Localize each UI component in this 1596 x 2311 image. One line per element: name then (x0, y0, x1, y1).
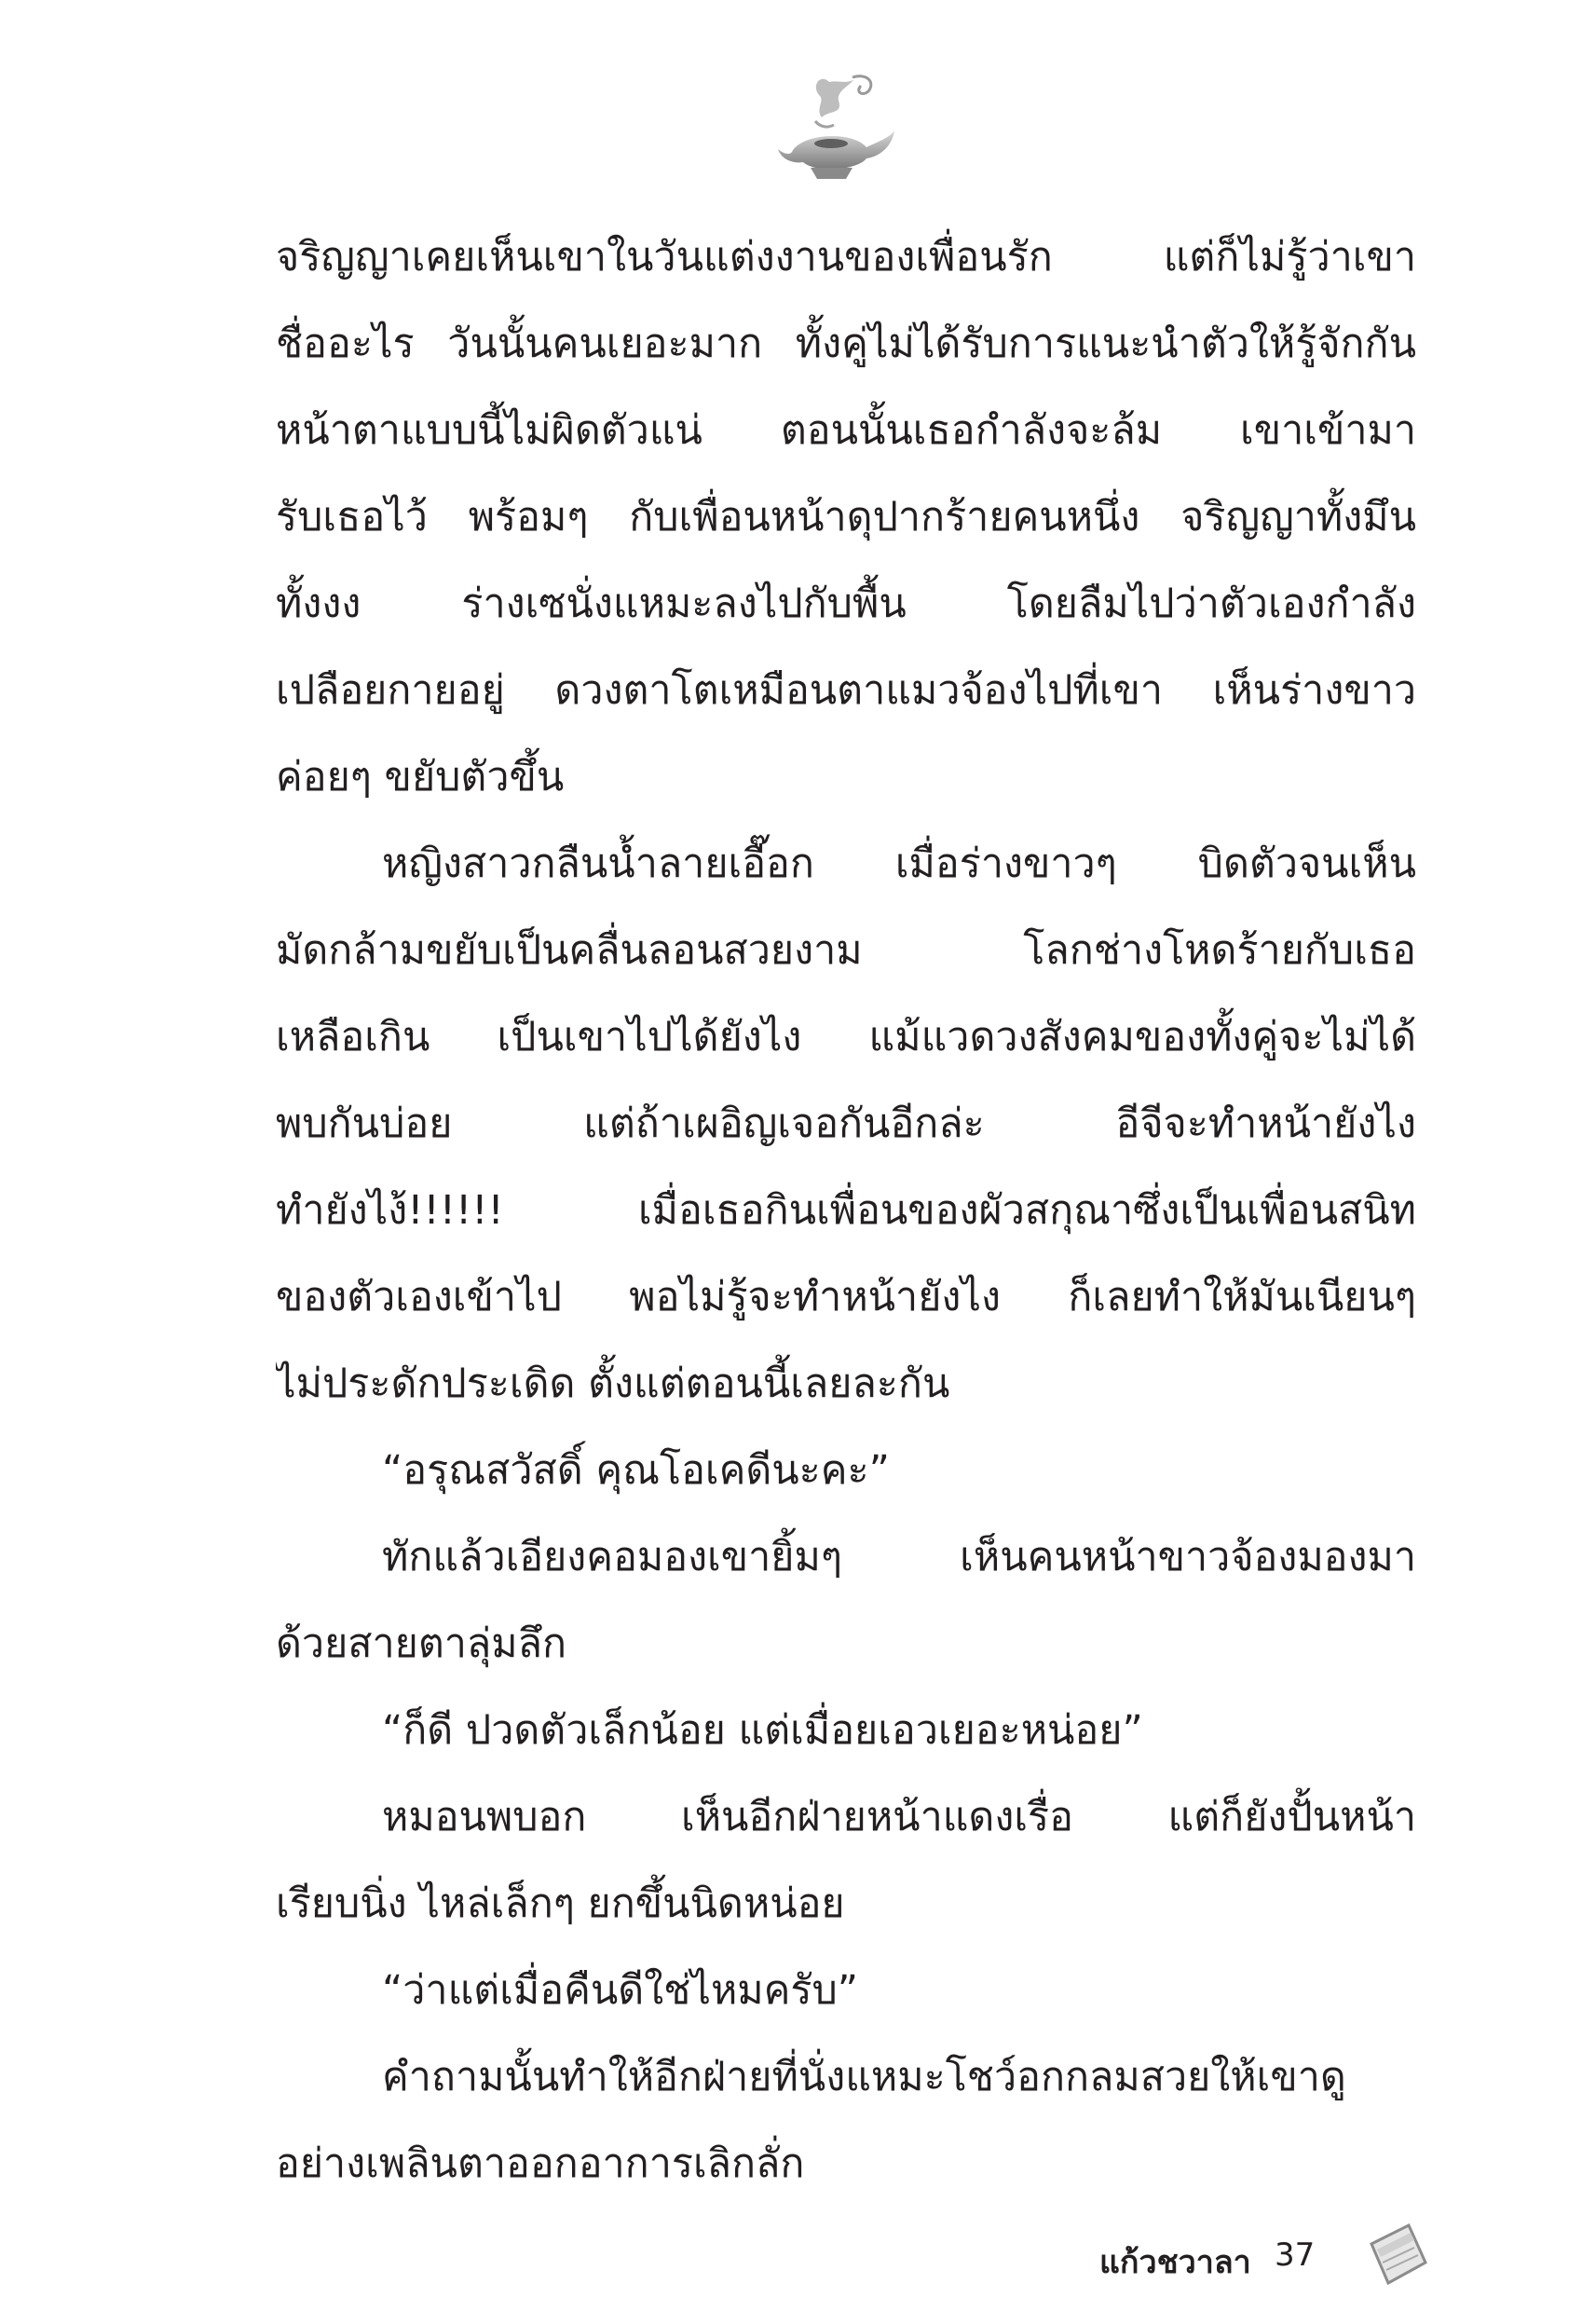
text-line: มัดกล้ามขยับเป็นคลื่นลอนสวยงาม โลกช่างโหดร้ายกับเธอ (276, 927, 1416, 974)
text-line: “ว่าแต่เมื่อคืนดีใช่ไหมครับ” (382, 1967, 859, 2014)
text-line: อย่างเพลินตาออกอาการเลิกลั่ก (276, 2140, 805, 2187)
text-line: “ก็ดี ปวดตัวเล็กน้อย แต่เมื่อยเอวเยอะหน่อย” (382, 1707, 1143, 1754)
paragraph (276, 1948, 1416, 2034)
genie-lamp-icon (764, 63, 904, 203)
paragraph (276, 821, 1416, 1428)
text-line: รับเธอไว้ พร้อมๆ กับเพื่อนหน้าดุปากร้ายคนหนึ่ง จริญญาทั้งมึน (276, 494, 1416, 540)
book-title: แก้วชวาลา (1099, 2244, 1251, 2281)
text-line: เหลือเกิน เป็นเขาไปได้ยังไง แม้แวดวงสังคมของทั้งคู่จะไม่ได้ (276, 1014, 1416, 1060)
paragraph (276, 1688, 1416, 1774)
text-line: ทั้งงง ร่างเซนั่งแหมะลงไปกับพื้น โดยลืมไปว่าตัวเองกำลัง (276, 581, 1416, 627)
text-line: ทำยังไง้!!!!!! เมื่อเธอกินเพื่อนของผัวสกุณาซึ่งเป็นเพื่อนสนิท (276, 1187, 1416, 1234)
text-line: “อรุณสวัสดิ์ คุณโอเคดีนะคะ” (382, 1447, 890, 1494)
text-line: จริญญาเคยเห็นเขาในวันแต่งงานของเพื่อนรัก แต่ก็ไม่รู้ว่าเขา (276, 234, 1416, 280)
text-line: เปลือยกายอยู่ ดวงตาโตเหมือนตาแมวจ้องไปที่เขา เห็นร่างขาว (276, 667, 1416, 714)
paragraph (276, 1428, 1416, 1514)
paragraph (276, 2034, 1416, 2208)
page-number: 37 (1275, 2236, 1316, 2274)
paragraph (276, 214, 1416, 821)
text-line: ไม่ประดักประเดิด ตั้งแต่ตอนนี้เลยละกัน (276, 1361, 950, 1407)
text-line: หมอนพบอก เห็นอีกฝ่ายหน้าแดงเรื่อ แต่ก็ยังปั้นหน้า (382, 1794, 1416, 1840)
text-line: เรียบนิ่ง ไหล่เล็กๆ ยกขึ้นนิดหน่อย (276, 1880, 845, 1927)
text-line: คำถามนั้นทำให้อีกฝ่ายที่นั่งแหมะโชว์อกกลมสวยให้เขาดู (382, 2054, 1346, 2100)
text-line: ด้วยสายตาลุ่มลึก (276, 1620, 567, 1667)
text-line: ทักแล้วเอียงคอมองเขายิ้มๆ เห็นคนหน้าขาวจ้องมองมา (382, 1534, 1416, 1580)
paragraph (276, 1774, 1416, 1948)
text-line: หญิงสาวกลืนน้ำลายเอื๊อก เมื่อร่างขาวๆ บิดตัวจนเห็น (382, 841, 1416, 887)
paper-sheet-icon (1360, 2218, 1435, 2292)
text-line: ค่อยๆ ขยับตัวขึ้น (276, 754, 565, 800)
text-line: ชื่ออะไร วันนั้นคนเยอะมาก ทั้งคู่ไม่ได้รับการแนะนำตัวให้รู้จักกัน (276, 321, 1416, 367)
text-line: พบกันบ่อย แต่ถ้าเผอิญเจอกันอีกล่ะ อีจีจะทำหน้ายังไง (276, 1101, 1416, 1147)
paragraph (276, 1514, 1416, 1688)
text-line: ของตัวเองเข้าไป พอไม่รู้จะทำหน้ายังไง ก็เลยทำให้มันเนียนๆ (276, 1274, 1416, 1320)
text-line: หน้าตาแบบนี้ไม่ผิดตัวแน่ ตอนนั้นเธอกำลังจะล้ม เขาเข้ามา (276, 407, 1416, 454)
body-text (276, 214, 1416, 2208)
